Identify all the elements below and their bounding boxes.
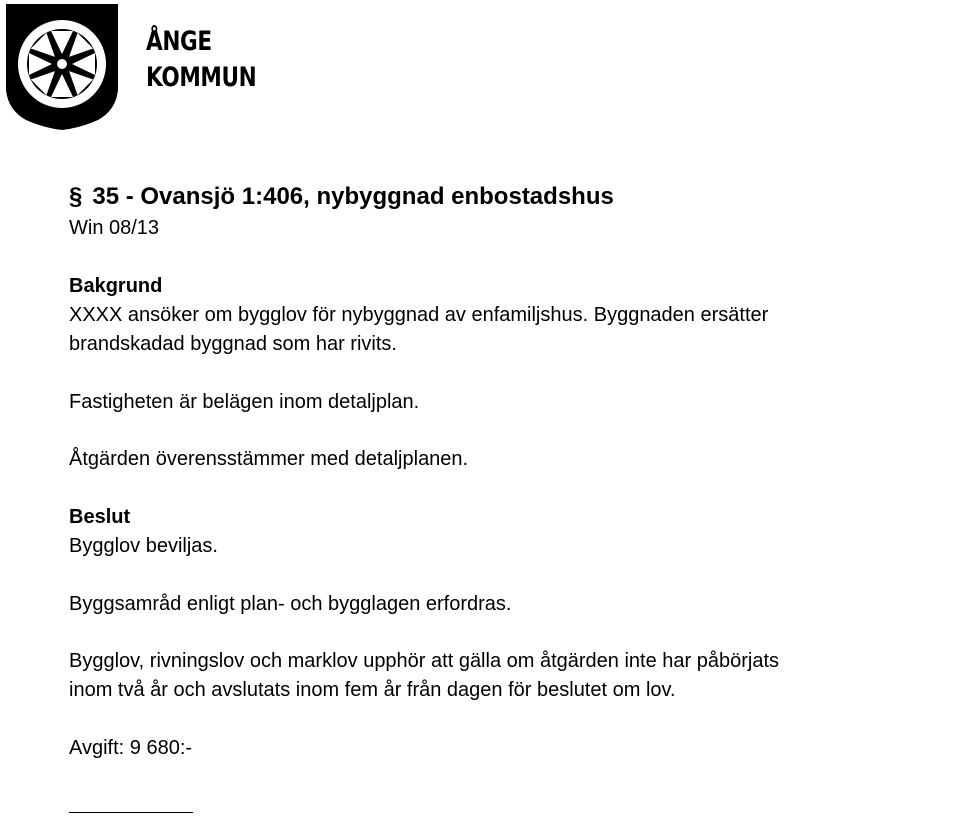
organization-name-line2: KOMMUN bbox=[146, 62, 257, 93]
bakgrund-heading: Bakgrund bbox=[69, 275, 163, 297]
organization-name-line1: ÅNGE bbox=[146, 26, 212, 57]
bakgrund-text-line1: XXXX ansöker om bygglov för nybyggnad av enfamiljshus. Byggnaden ersätter bbox=[69, 304, 769, 326]
byggsamrad-text: Byggsamråd enligt plan- och bygglagen erfordras. bbox=[69, 593, 512, 615]
villkor-text-line1: Bygglov, rivningslov och marklov upphör att gälla om åtgärden inte har påbörjats bbox=[69, 650, 780, 672]
beslut-heading: Beslut bbox=[69, 506, 131, 528]
villkor-text-line2: inom två år och avslutats inom fem år från dagen för beslutet om lov. bbox=[69, 679, 676, 701]
bakgrund-text-line2: brandskadad byggnad som har rivits. bbox=[69, 333, 397, 355]
section-title-text: 35 - Ovansjö 1:406, nybyggnad enbostadshus bbox=[92, 183, 614, 210]
wheel-emblem-icon bbox=[2, 2, 122, 132]
reference-number: Win 08/13 bbox=[69, 217, 160, 239]
organization-name bbox=[146, 24, 256, 96]
avgift-text: Avgift: 9 680:- bbox=[69, 737, 193, 759]
section-symbol: § bbox=[69, 183, 83, 210]
detaljplan-text: Fastigheten är belägen inom detaljplan. bbox=[69, 391, 420, 413]
overensstammer-text: Åtgärden överensstämmer med detaljplanen. bbox=[69, 448, 469, 470]
signature-rule bbox=[69, 812, 193, 813]
section-title bbox=[69, 182, 614, 212]
beslut-text: Bygglov beviljas. bbox=[69, 535, 218, 557]
